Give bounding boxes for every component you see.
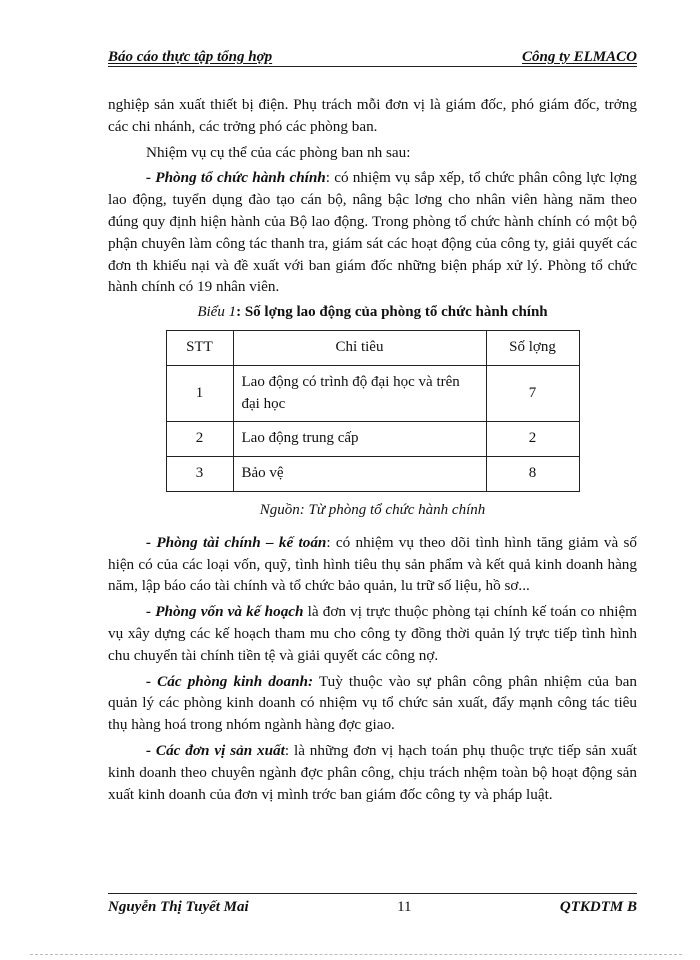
header-company-name: Công ty ELMACO [521, 49, 637, 65]
table-row [166, 422, 579, 457]
finance-department-text: : có nhiệm vụ theo dõi tình hình tăng giảm và số hiện có của các loại vốn, quỹ, tình hình tiêu thụ sản phẩm và kết quả kinh doanh hàng năm, lập báo cáo tài chính và tổ chức bảo quản, lu trữ số liệu, hồ sơ... [108, 533, 637, 595]
paragraph-production-units [108, 740, 637, 805]
table-header-count: Số lợng [486, 330, 579, 365]
table-cell-criteria: Lao động trung cấp [233, 422, 486, 457]
paragraph-capital-planning [108, 601, 637, 666]
table-header-row [166, 330, 579, 365]
paragraph-finance-department [108, 532, 637, 597]
paragraph-intro: nghiệp sản xuất thiết bị điện. Phụ trách mỗi đơn vị là giám đốc, phó giám đốc, trởng các chi nhánh, các trởng phó các phòng ban. [108, 96, 637, 135]
business-departments-lead: - Các phòng kinh doanh: [146, 672, 314, 690]
production-units-text: : là những đơn vị hạch toán phụ thuộc trực tiếp sản xuất kinh doanh theo chuyên ngành đợc phân công, chịu trách nhệm toàn bộ hoạt động sản xuất kinh doanh của đơn vị mình trớc ban giám đốc công ty và pháp luật. [108, 741, 637, 803]
table-cell-count: 2 [486, 422, 579, 457]
table-caption-text: : Số lợng lao động của phòng tổ chức hành chính [236, 304, 548, 321]
page-break-divider [30, 954, 682, 955]
table-cell-count: 7 [486, 365, 579, 422]
table-row [166, 365, 579, 422]
paragraph-tasks-heading: Nhiệm vụ cụ thể của các phòng ban nh sau: [146, 143, 411, 161]
table-cell-criteria: Bảo vệ [233, 457, 486, 492]
page-header [108, 44, 637, 67]
capital-planning-lead: - Phòng vốn và kế hoạch [146, 603, 304, 621]
table-header-criteria: Chỉ tiêu [233, 330, 486, 365]
capital-planning-text: là đơn vị trực thuộc phòng tại chính kế toán co nhiệm vụ xây dựng các kế hoạch tham mu cho công ty đồng thời quản lý trực tiếp tình hình chu chuyển tài chính tiền tệ và giải quyết các công nợ. [108, 603, 637, 664]
finance-department-lead: - Phòng tài chính – kế toán [146, 533, 327, 551]
table-caption-label: Biểu 1 [197, 304, 237, 321]
table-cell-stt: 2 [166, 422, 233, 457]
table-row [166, 457, 579, 492]
paragraph-admin-department [108, 167, 637, 298]
footer-author: Nguyễn Thị Tuyết Mai [108, 899, 249, 915]
admin-department-text: : có nhiệm vụ sắp xếp, tổ chức phân công lực lợng lao động, tuyển dụng đào tạo cán bộ, nâng bậc lơng cho nhân viên hàng năm theo đúng quy định hiện hành của Bộ lao động. Trong phòng tổ chức hành chính có một bộ phận chuyên làm công tác thanh tra, giám sát các hoạt động của công ty, giải quyết các đơn th khiếu nại và đề xuất với ban giám đốc những biện pháp xử lý. Phòng tổ chức hành chính có 19 nhân viên. [108, 169, 637, 296]
header-report-title: Báo cáo thực tập tổng hợp [108, 49, 273, 65]
table-cell-stt: 3 [166, 457, 233, 492]
footer-class: QTKDTM B [559, 899, 637, 915]
page-number: 11 [397, 899, 412, 915]
staff-table [166, 330, 580, 492]
table-cell-count: 8 [486, 457, 579, 492]
production-units-lead: - Các đơn vị sản xuất [146, 741, 285, 759]
page-footer [108, 893, 637, 916]
table-cell-criteria: Lao động có trình độ đại học và trên đại học [233, 365, 486, 422]
business-departments-text: Tuỳ thuộc vào sự phân công phân nhiệm của ban quản lý các phòng kinh doanh có nhiệm vụ tổ chức sản xuất, đẩy mạnh công tác tiêu thụ hàng hoá trong nhóm ngành hàng đợc giao. [108, 672, 638, 734]
table-source: Nguồn: Từ phòng tổ chức hành chính [259, 501, 486, 518]
table-header-stt: STT [166, 330, 233, 365]
admin-department-lead: - Phòng tổ chức hành chính [146, 169, 326, 187]
table-caption [108, 302, 637, 324]
paragraph-business-departments [108, 671, 637, 736]
table-cell-stt: 1 [166, 365, 233, 422]
document-body [108, 94, 637, 809]
